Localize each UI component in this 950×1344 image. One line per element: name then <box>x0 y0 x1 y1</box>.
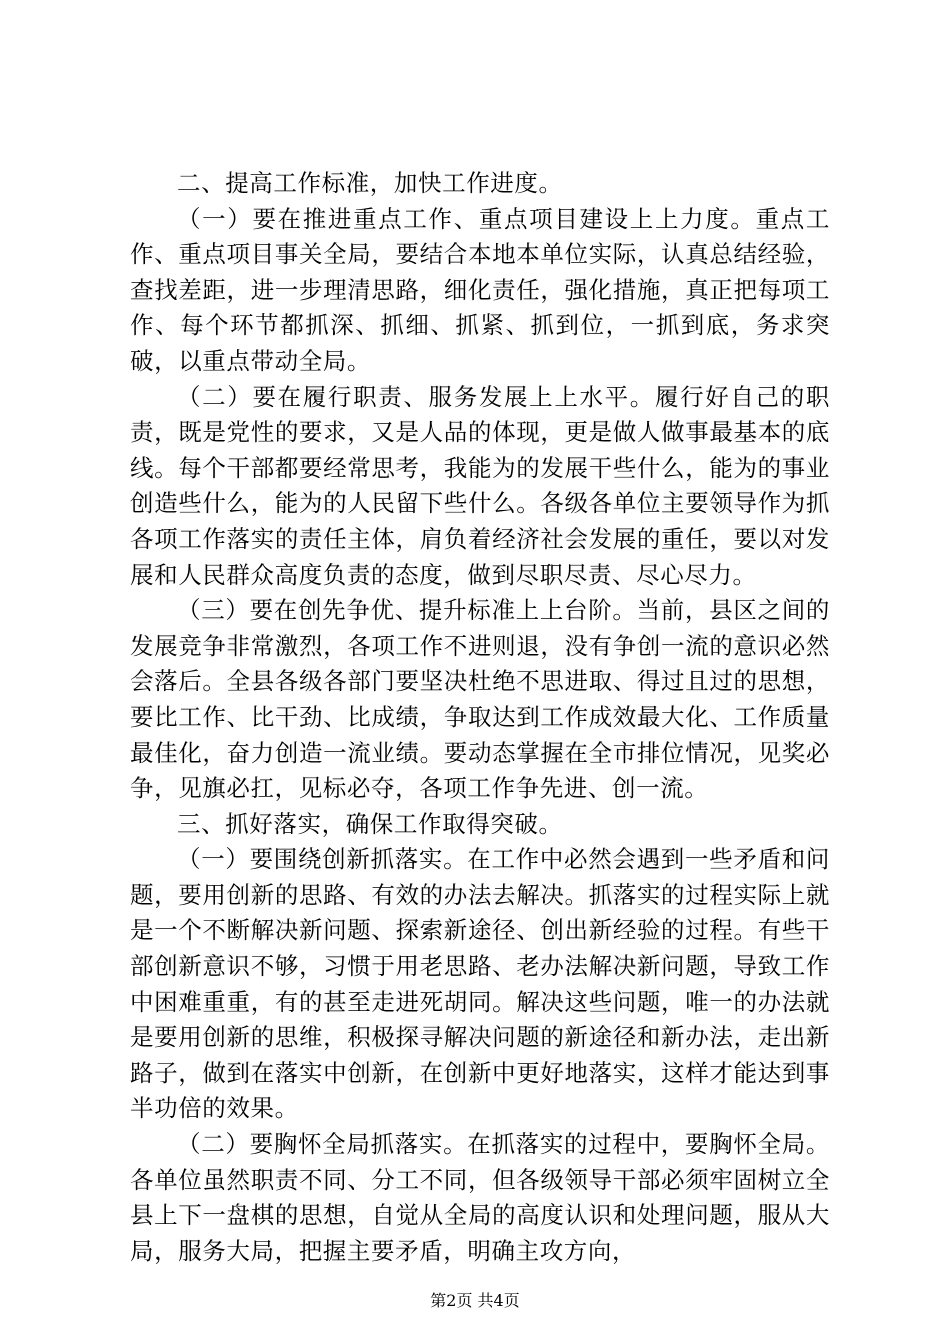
paragraph-2-1: （一）要在推进重点工作、重点项目建设上上力度。重点工作、重点项目事关全局，要结合本地本单位实际，认真总结经验，查找差距，进一步理清思路，细化责任，强化措施，真正把每项工作、每个环节都抓深、抓细、抓紧、抓到位，一抓到底，务求突破，以重点带动全局。 <box>130 204 830 375</box>
paragraph-2-3: （三）要在创先争优、提升标准上上台阶。当前，县区之间的发展竞争非常激烈，各项工作不进则退，没有争创一流的意识必然会落后。全县各级各部门要坚决杜绝不思进取、得过且过的思想，要比工作、比干劲、比成绩，争取达到工作成效最大化、工作质量最佳化，奋力创造一流业绩。要动态掌握在全市排位情况，见奖必争，见旗必扛，见标必夺，各项工作争先进、创一流。 <box>130 596 830 803</box>
section-heading-3: 三、抓好落实，确保工作取得突破。 <box>177 809 563 838</box>
paragraph-3-2: （二）要胸怀全局抓落实。在抓落实的过程中，要胸怀全局。各单位虽然职责不同、分工不同，但各级领导干部必须牢固树立全县上下一盘棋的思想，自觉从全局的高度认识和处理问题，服从大局，服务大局，把握主要矛盾，明确主攻方向， <box>130 1130 830 1265</box>
document-body <box>130 166 830 1269</box>
section-heading-2: 二、提高工作标准，加快工作进度。 <box>177 169 563 197</box>
page-footer <box>0 1291 950 1311</box>
page-number-label: 第2页 共4页 <box>430 1291 520 1310</box>
paragraph-3-1: （一）要围绕创新抓落实。在工作中必然会遇到一些矛盾和问题，要用创新的思路、有效的办法去解决。抓落实的过程实际上就是一个不断解决新问题、探索新途径、创出新经验的过程。有些干部创新意识不够，习惯于用老思路、老办法解决新问题，导致工作中困难重重，有的甚至走进死胡同。解决这些问题，唯一的办法就是要用创新的思维，积极探寻解决问题的新途径和新办法，走出新路子，做到在落实中创新，在创新中更好地落实，这样才能达到事半功倍的效果。 <box>130 845 830 1123</box>
paragraph-2-2: （二）要在履行职责、服务发展上上水平。履行好自己的职责，既是党性的要求，又是人品的体现，更是做人做事最基本的底线。每个干部都要经常思考，我能为的发展干些什么，能为的事业创造些什么，能为的人民留下些什么。各级各单位主要领导作为抓各项工作落实的责任主体，肩负着经济社会发展的重任，要以对发展和人民群众高度负责的态度，做到尽职尽责、尽心尽力。 <box>130 382 830 589</box>
